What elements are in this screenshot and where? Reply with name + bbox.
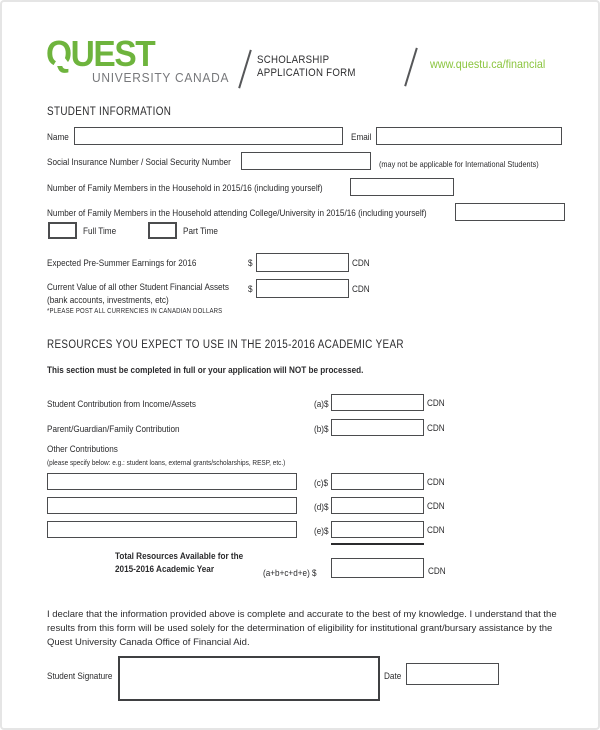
full-time-label: Full Time (83, 226, 117, 237)
earnings-label: Expected Pre-Summer Earnings for 2016 (47, 258, 197, 269)
sin-input[interactable] (241, 152, 371, 170)
earnings-dollar-sign: $ (248, 258, 253, 269)
part-time-label: Part Time (183, 226, 218, 237)
email-label: Email (351, 132, 372, 143)
part-time-checkbox[interactable] (148, 222, 177, 239)
quest-logo-word: QUEST (46, 33, 155, 74)
total-currency-label: CDN (428, 566, 446, 577)
total-resources-input[interactable] (331, 558, 424, 578)
other-contributions-note: (please specify below: e.g.: student loans, external grants/scholarships, RESP, etc.) (47, 458, 286, 467)
student-signature-label: Student Signature (47, 671, 113, 682)
resources-warning: This section must be completed in full or your application will NOT be processed. (47, 365, 364, 376)
quest-logo (46, 33, 230, 90)
contribution-e-prefix: (e)$ (314, 526, 329, 537)
total-label-line2: 2015-2016 Academic Year (115, 564, 215, 575)
form-title-line2: APPLICATION FORM (257, 67, 356, 79)
earnings-input[interactable] (256, 253, 349, 272)
section-heading-resources: RESOURCES YOU EXPECT TO USE IN THE 2015-2016 ACADEMIC YEAR (47, 339, 404, 351)
contribution-e-currency-label: CDN (427, 525, 445, 536)
assets-dollar-sign: $ (248, 284, 253, 295)
contribution-b-prefix: (b)$ (314, 424, 329, 435)
student-signature-field[interactable] (118, 656, 380, 701)
website-link[interactable]: www.questu.ca/financial (430, 57, 546, 71)
contribution-a-prefix: (a)$ (314, 399, 329, 410)
other-description-3-input[interactable] (47, 521, 297, 538)
total-sum-line (331, 543, 424, 545)
contribution-b-input[interactable] (331, 419, 424, 436)
assets-label-line2: (bank accounts, investments, etc) (47, 295, 169, 306)
earnings-currency-label: CDN (352, 258, 370, 269)
total-formula-prefix: (a+b+c+d+e) $ (263, 568, 317, 579)
contribution-d-prefix: (d)$ (314, 502, 329, 513)
section-heading-student-info: STUDENT INFORMATION (47, 106, 172, 118)
date-field[interactable] (406, 663, 499, 685)
contribution-b-label: Parent/Guardian/Family Contribution (47, 424, 180, 435)
name-label: Name (47, 132, 69, 143)
household-count-label: Number of Family Members in the Household in 2015/16 (including yourself) (47, 183, 323, 194)
other-description-1-input[interactable] (47, 473, 297, 490)
sin-label: Social Insurance Number / Social Security Number (47, 157, 231, 168)
form-title-line1: SCHOLARSHIP (257, 54, 330, 66)
attending-count-input[interactable] (455, 203, 565, 221)
slash-divider-icon (404, 48, 417, 87)
contribution-c-currency-label: CDN (427, 477, 445, 488)
contribution-d-input[interactable] (331, 497, 424, 514)
assets-input[interactable] (256, 279, 349, 298)
contribution-a-input[interactable] (331, 394, 424, 411)
currency-note: *PLEASE POST ALL CURRENCIES IN CANADIAN DOLLARS (47, 308, 223, 315)
attending-count-label: Number of Family Members in the Household attending College/University in 2015/16 (including yourself) (47, 208, 427, 219)
form-title (257, 54, 356, 80)
assets-currency-label: CDN (352, 284, 370, 295)
date-label: Date (384, 671, 402, 682)
full-time-checkbox[interactable] (48, 222, 77, 239)
contribution-d-currency-label: CDN (427, 501, 445, 512)
contribution-e-input[interactable] (331, 521, 424, 538)
other-description-2-input[interactable] (47, 497, 297, 514)
household-count-input[interactable] (350, 178, 454, 196)
contribution-a-currency-label: CDN (427, 398, 445, 409)
email-input[interactable] (376, 127, 562, 145)
assets-label-line1: Current Value of all other Student Financial Assets (47, 282, 229, 293)
contribution-c-input[interactable] (331, 473, 424, 490)
total-label-line1: Total Resources Available for the (115, 551, 244, 562)
name-input[interactable] (74, 127, 343, 145)
quest-logo-subtitle: UNIVERSITY CANADA (92, 70, 230, 85)
slash-divider-icon (238, 50, 251, 89)
declaration-text: I declare that the information provided above is complete and accurate to the best of my knowledge. I understand that the results from this form will be used solely for the determination of eligibility for institutional grant/bursary assistance by the Quest University Canada Office of Financial Aid. (47, 609, 557, 648)
sin-note: (may not be applicable for International Students) (379, 159, 539, 169)
mountain-icon (53, 53, 71, 66)
contribution-c-prefix: (c)$ (314, 478, 329, 489)
contribution-b-currency-label: CDN (427, 423, 445, 434)
other-contributions-heading: Other Contributions (47, 444, 118, 455)
contribution-a-label: Student Contribution from Income/Assets (47, 399, 196, 410)
